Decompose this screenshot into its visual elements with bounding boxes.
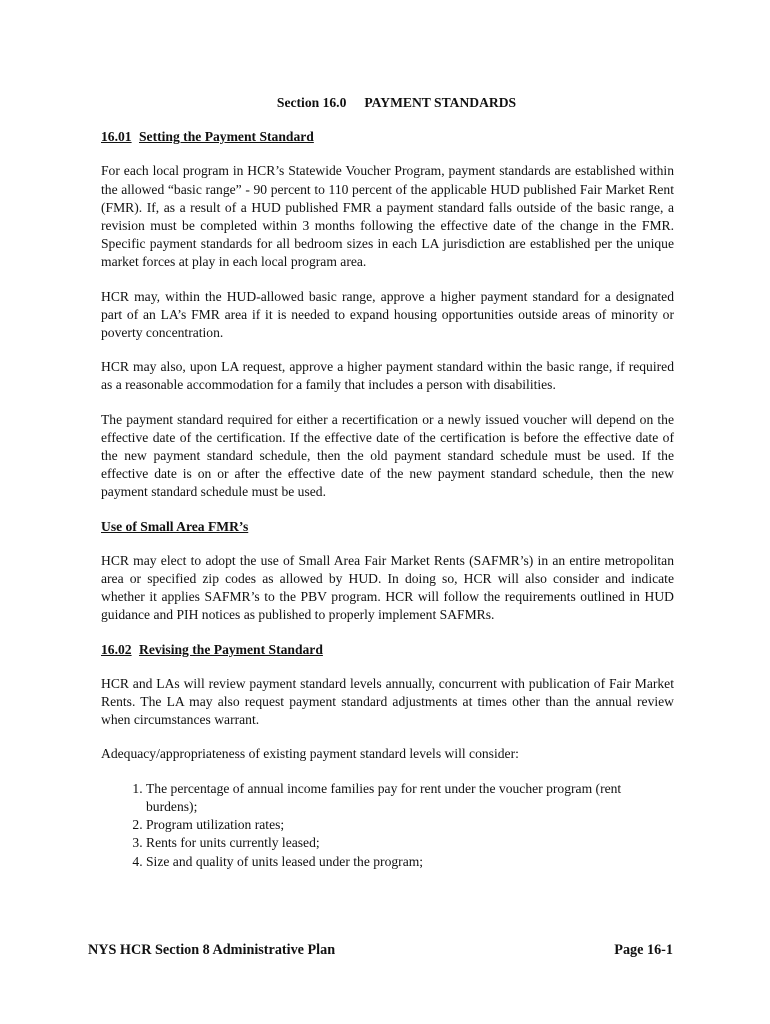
section-name: PAYMENT STANDARDS (364, 95, 517, 110)
paragraph-adequacy: Adequacy/appropriateness of existing payment standard levels will consider: (101, 746, 519, 762)
section-title (101, 94, 674, 112)
paragraph-payment-standards-range: For each local program in HCR’s Statewide Voucher Program, payment standards are established within the allowed “basic range” - 90 percent to 110 percent of the applicable HUD published Fair Market Rent (FMR). If, as a result of a HUD published FMR a payment standard falls outside of the basic range, a revision must be completed within 3 months following the effective date of the change in the FMR. Specific payment standards for all bedroom sizes in each LA jurisdiction are established per the unique market forces at play in each local program area. (101, 163, 674, 270)
page-content (101, 94, 674, 871)
adequacy-criteria-list (101, 780, 674, 871)
paragraph-higher-payment-standard: HCR may, within the HUD-allowed basic range, approve a higher payment standard for a designated part of an LA’s FMR area if it is needed to expand housing opportunities outside areas of minority or poverty concentration. (101, 288, 674, 341)
heading-16-01-number: 16.01 (101, 129, 132, 145)
heading-16-01-title: Setting the Payment Standard (139, 129, 314, 145)
heading-16-02 (101, 641, 674, 659)
paragraph-reasonable-accommodation: HCR may also, upon LA request, approve a higher payment standard within the basic range, if required as a reasonable accommodation for a family that includes a person with disabilities. (101, 359, 674, 393)
section-number: Section 16.0 (276, 95, 347, 110)
list-item: 3. Rents for units currently leased; (146, 834, 674, 852)
list-item: 1. The percentage of annual income families pay for rent under the voucher program (rent burdens); (146, 780, 674, 816)
footer-plan-title: NYS HCR Section 8 Administrative Plan (88, 942, 336, 958)
list-item: 4. Size and quality of units leased under the program; (146, 853, 674, 871)
footer-page-number: Page 16-1 (614, 942, 673, 958)
paragraph-annual-review: HCR and LAs will review payment standard levels annually, concurrent with publication of Fair Market Rents. The LA may also request payment standard adjustments at times other than the annual review when circumstances warrant. (101, 675, 674, 728)
paragraph-safmr: HCR may elect to adopt the use of Small Area Fair Market Rents (SAFMR’s) in an entire metropolitan area or specified zip codes as allowed by HUD. In doing so, HCR will also consider and indicate whether it applies SAFMR’s to the PBV program. HCR will follow the requirements outlined in HUD guidance and PIH notices as published to properly implement SAFMRs. (101, 552, 674, 623)
heading-safmr: Use of Small Area FMR’s (101, 518, 249, 534)
paragraph-effective-date: The payment standard required for either a recertification or a newly issued voucher will depend on the effective date of the certification. If the effective date of the certification is before the effective date of the new payment standard schedule, then the old payment standard schedule must be used. If the effective date is on or after the effective date of the new payment standard schedule, then the new payment standard schedule must be used. (101, 411, 674, 500)
page-footer (88, 941, 673, 959)
heading-16-02-number: 16.02 (101, 641, 132, 657)
heading-16-01 (101, 128, 674, 146)
list-item: 2. Program utilization rates; (146, 816, 674, 834)
heading-16-02-title: Revising the Payment Standard (139, 641, 323, 657)
